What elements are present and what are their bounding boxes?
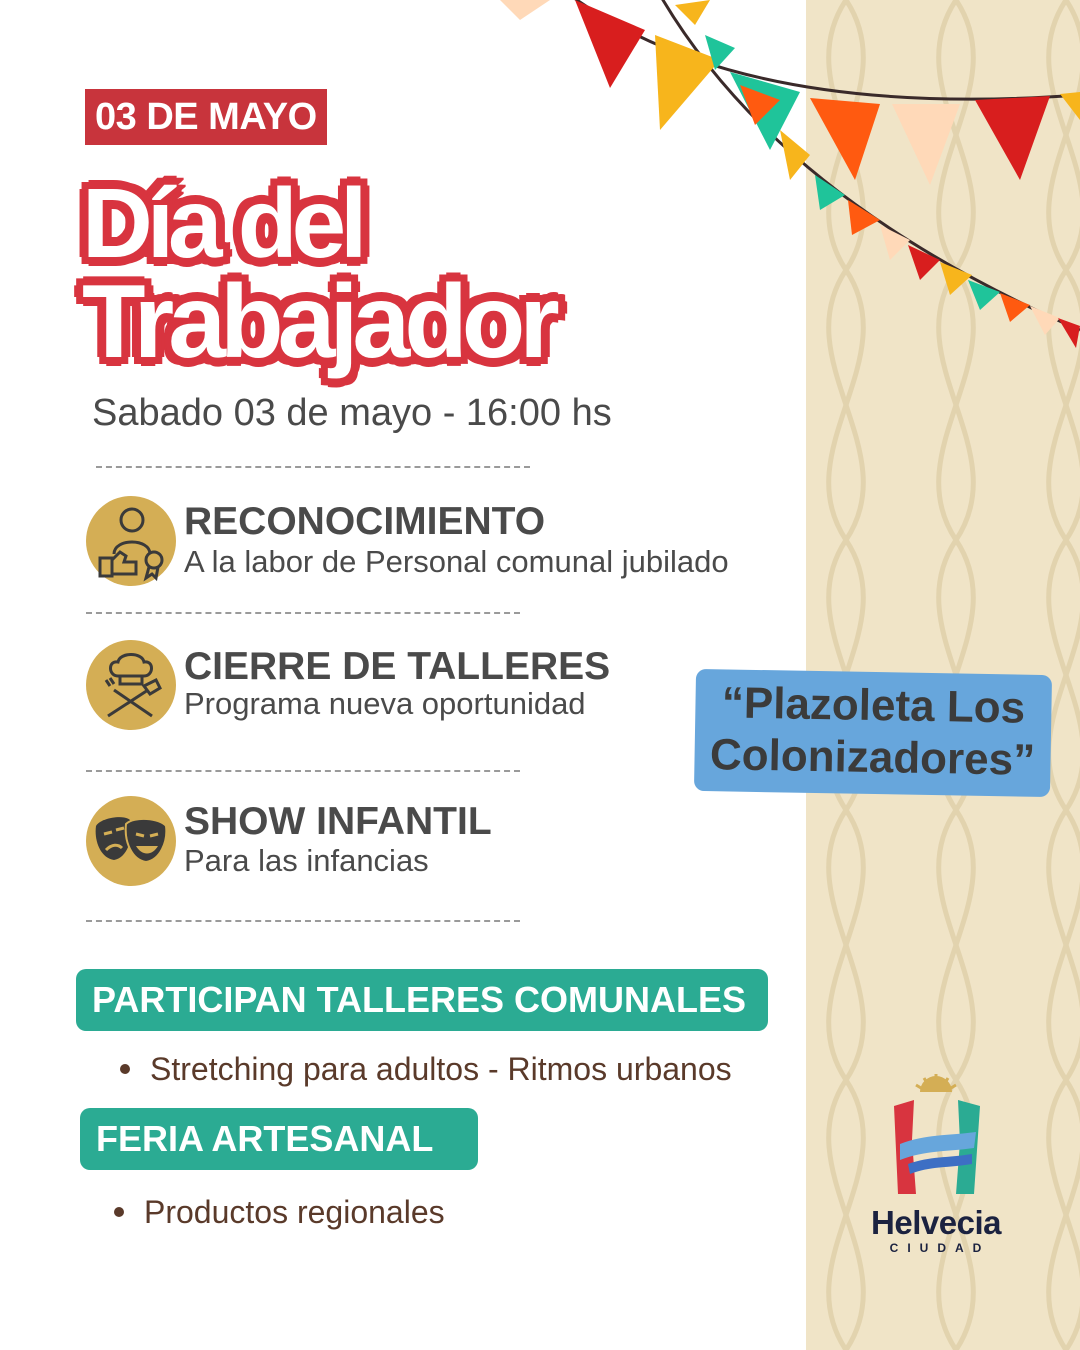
event-datetime: Sabado 03 de mayo - 16:00 hs <box>92 392 612 434</box>
section-heading-talleres: PARTICIPAN TALLERES COMUNALES <box>76 969 768 1031</box>
list-item-text: Productos regionales <box>144 1194 445 1230</box>
list-item <box>120 1049 732 1089</box>
event-title-line2: Trabajador <box>82 264 554 380</box>
divider <box>96 466 530 468</box>
brand-name: Helvecia <box>871 1204 1001 1241</box>
list-item <box>114 1192 445 1232</box>
date-tag: 03 DE MAYO <box>85 89 327 145</box>
divider <box>86 612 520 614</box>
activity-title-reconocimiento: RECONOCIMIENTO <box>184 500 546 543</box>
activity-subtitle-show-infantil: Para las infancias <box>184 843 429 878</box>
brand-subtitle: CIUDAD <box>889 1241 991 1255</box>
bunting-flags-decoration <box>480 0 1080 360</box>
activity-subtitle-cierre-talleres: Programa nueva oportunidad <box>184 686 586 721</box>
theater-masks-icon <box>86 796 176 886</box>
section-heading-feria: FERIA ARTESANAL <box>80 1108 478 1170</box>
activity-title-cierre-talleres: CIERRE DE TALLERES <box>184 645 611 688</box>
location-line2: Colonizadores” <box>709 730 1036 785</box>
activity-subtitle-reconocimiento: A la labor de Personal comunal jubilado <box>184 544 729 579</box>
list-item-text: Stretching para adultos - Ritmos urbanos <box>150 1051 732 1087</box>
divider <box>86 770 520 772</box>
helvecia-logo-icon <box>886 1072 986 1198</box>
worker-award-icon <box>86 496 176 586</box>
event-title-line1: Día del <box>82 168 362 278</box>
chef-hat-utensils-icon <box>86 640 176 730</box>
location-line1: “Plazoleta Los <box>721 678 1026 733</box>
divider <box>86 920 520 922</box>
activity-title-show-infantil: SHOW INFANTIL <box>184 800 492 843</box>
location-badge <box>694 669 1052 797</box>
